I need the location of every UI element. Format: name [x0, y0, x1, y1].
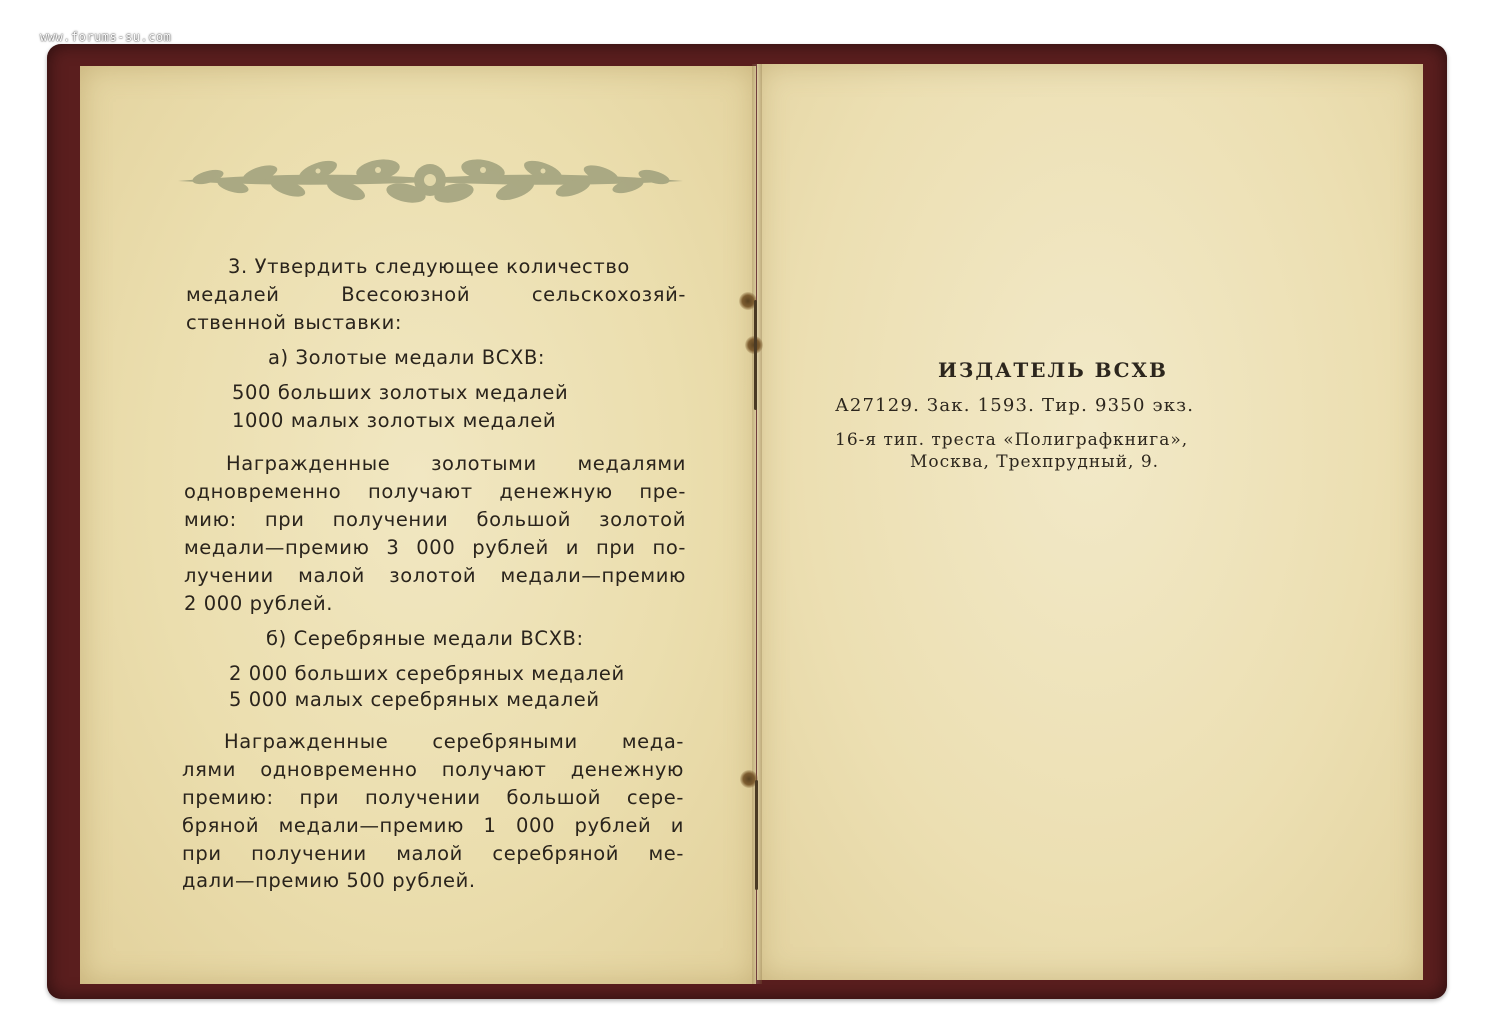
- gold-premium-line-2: одновременно получают денежную пре-: [184, 480, 686, 503]
- silver-medals-large: 2 000 больших серебряных медалей: [229, 662, 625, 685]
- paragraph-3-line-2: медалей Всесоюзной сельскохозяй-: [186, 283, 686, 306]
- gold-premium-line-6: 2 000 рублей.: [184, 592, 334, 615]
- gold-premium-line-1: Награжденные золотыми медалями: [226, 452, 686, 475]
- watermark-text: www.forums-su.com: [40, 30, 172, 44]
- printer-line-1: 16-я тип. треста «Полиграфкнига»,: [835, 430, 1189, 450]
- silver-premium-line-3: премию: при получении большой сере-: [182, 786, 684, 809]
- gold-premium-line-5: лучении малой золотой медали—премию: [184, 564, 686, 587]
- silver-premium-line-5: при получении малой серебряной ме-: [182, 842, 684, 865]
- silver-medals-heading: б) Серебряные медали ВСХВ:: [266, 627, 584, 650]
- silver-premium-line-4: бряной медали—премию 1 000 рублей и: [182, 814, 684, 837]
- order-circulation-line: А27129. Зак. 1593. Тир. 9350 экз.: [835, 395, 1195, 416]
- printer-line-2: Москва, Трехпрудный, 9.: [910, 452, 1160, 472]
- gold-medals-heading: а) Золотые медали ВСХВ:: [268, 346, 546, 369]
- gold-medals-small: 1000 малых золотых медалей: [232, 409, 557, 432]
- right-page: [757, 64, 1423, 980]
- paragraph-3-line-1: 3. Утвердить следующее количество: [228, 255, 630, 278]
- gold-medals-large: 500 больших золотых медалей: [232, 381, 569, 404]
- paragraph-3-line-3: ственной выставки:: [186, 311, 403, 334]
- silver-medals-small: 5 000 малых серебряных медалей: [229, 688, 600, 711]
- staple-top: [754, 300, 757, 410]
- publisher-heading: ИЗДАТЕЛЬ ВСХВ: [938, 358, 1168, 382]
- gold-premium-line-3: мию: при получении большой золотой: [184, 508, 686, 531]
- gold-premium-line-4: медали—премию 3 000 рублей и при по-: [184, 536, 686, 559]
- silver-premium-line-6: дали—премию 500 рублей.: [182, 869, 476, 892]
- silver-premium-line-1: Награжденные серебряными меда-: [224, 730, 684, 753]
- silver-premium-line-2: лями одновременно получают денежную: [182, 758, 684, 781]
- laurel-ornament-icon: [178, 148, 683, 210]
- staple-bottom: [755, 780, 758, 890]
